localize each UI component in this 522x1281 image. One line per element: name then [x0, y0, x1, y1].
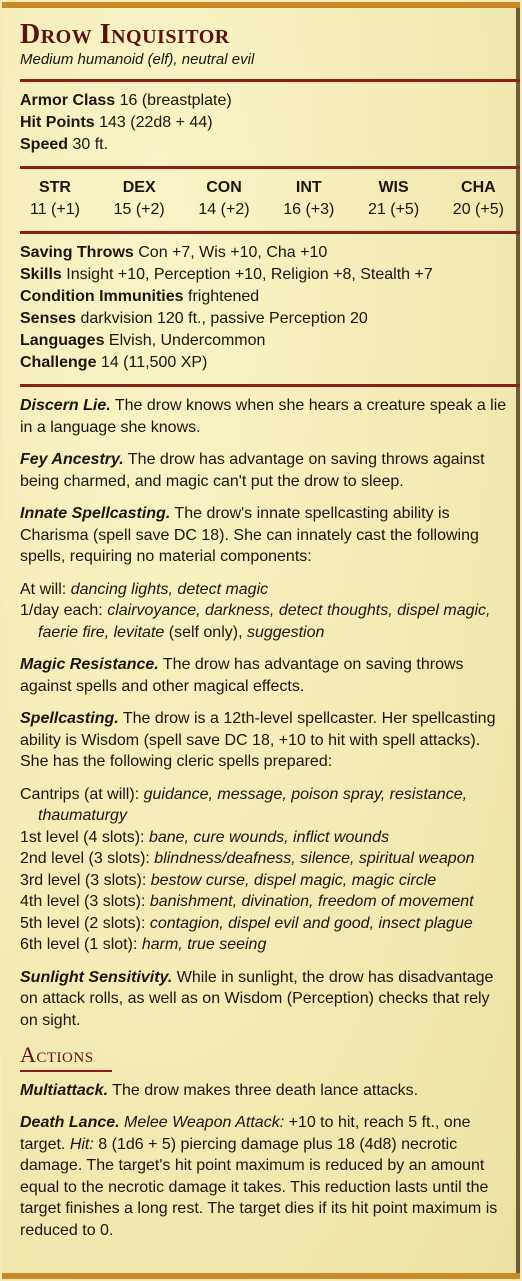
armor-class: Armor Class 16 (breastplate) [20, 92, 232, 109]
challenge: Challenge 14 (11,500 XP) [20, 354, 208, 371]
trait-discern-lie: Discern Lie. The drow knows when she hears a creature speak a lie in a language she knows. [20, 397, 507, 436]
spell-line: faerie fire, levitate (self only), suggestion [38, 623, 325, 641]
creature-type: Medium humanoid (elf), neutral evil [20, 51, 255, 68]
trait-magic-resistance: Magic Resistance. The drow has advantage on saving throws against spells and other magical effects. [20, 656, 464, 695]
trait-sunlight-sensitivity: Sunlight Sensitivity. While in sunlight, the drow has disadvantage on attack rolls, as well as on Wisdom (Perception) checks that rely on sight. [20, 968, 494, 1029]
actions-heading: Actions [20, 1042, 94, 1067]
action-death-lance: Death Lance. Melee Weapon Attack: +10 to hit, reach 5 ft., one target. Hit: 8 (1d6 + 5) piercing damage plus 18 (4d8) necrotic damage. The target's hit point maximum is reduced by an amount equal to the necrotic damage it takes. This reduction lasts until the target finishes a long rest. The target dies if its hit point maximum is reduced to 0. [20, 1114, 498, 1239]
ability-str: STR 11 (+1) [30, 179, 80, 218]
spell-line: 4th level (3 slots): banishment, divination, freedom of movement [20, 893, 474, 910]
action-multiattack: Multiattack. The drow makes three death lance attacks. [20, 1081, 419, 1099]
cleric-spell-list [20, 784, 510, 956]
languages: Languages Elvish, Undercommon [20, 332, 266, 349]
page-edge [516, 8, 520, 1273]
innate-spell-list [20, 579, 510, 644]
divider [20, 231, 520, 234]
divider [20, 384, 520, 387]
hit-points: Hit Points 143 (22d8 + 44) [20, 114, 213, 131]
basic-stats [20, 90, 510, 156]
speed: Speed 30 ft. [20, 136, 109, 153]
details [20, 242, 510, 374]
condition-immunities: Condition Immunities frightened [20, 288, 260, 305]
spell-line: At will: dancing lights, detect magic [20, 580, 269, 598]
divider [20, 79, 520, 82]
trait-fey-ancestry: Fey Ancestry. The drow has advantage on saving throws against being charmed, and magic can't put the drow to sleep. [20, 451, 485, 490]
spell-line: 1/day each: clairvoyance, darkness, detect thoughts, dispel magic, [20, 602, 491, 619]
spell-line: 3rd level (3 slots): bestow curse, dispel magic, magic circle [20, 871, 437, 889]
spell-line: thaumaturgy [38, 807, 127, 824]
spell-line: 2nd level (3 slots): blindness/deafness, silence, spiritual weapon [20, 850, 475, 867]
creature-name: Drow Inquisitor [20, 19, 230, 50]
ability-wis: WIS 21 (+5) [368, 179, 420, 218]
ability-int: INT 16 (+3) [283, 179, 335, 218]
trait-spellcasting: Spellcasting. The drow is a 12th-level spellcaster. Her spellcasting ability is Wisdom (spell save DC 18, +10 to hit with spell attacks). She has the following cleric spells prepared: [20, 710, 496, 770]
ability-con: CON 14 (+2) [198, 179, 250, 218]
divider [20, 166, 520, 169]
skills: Skills Insight +10, Perception +10, Religion +8, Stealth +7 [20, 266, 433, 283]
actions-underline [20, 1070, 112, 1072]
trait-innate-spellcasting: Innate Spellcasting. The drow's innate spellcasting ability is Charisma (spell save DC 18). She can innately cast the following spells, requiring no material components: [20, 505, 479, 565]
spell-line: Cantrips (at will): guidance, message, poison spray, resistance, [20, 785, 468, 803]
saving-throws: Saving Throws Con +7, Wis +10, Cha +10 [20, 244, 328, 261]
spell-line: 1st level (4 slots): bane, cure wounds, inflict wounds [20, 828, 390, 846]
ability-cha: CHA 20 (+5) [452, 179, 504, 218]
ability-scores [20, 177, 510, 221]
stat-block [2, 2, 520, 1279]
spell-line: 5th level (2 slots): contagion, dispel evil and good, insect plague [20, 914, 473, 932]
senses: Senses darkvision 120 ft., passive Perception 20 [20, 310, 368, 327]
spell-line: 6th level (1 slot): harm, true seeing [20, 936, 267, 953]
ability-dex: DEX 15 (+2) [113, 179, 165, 218]
